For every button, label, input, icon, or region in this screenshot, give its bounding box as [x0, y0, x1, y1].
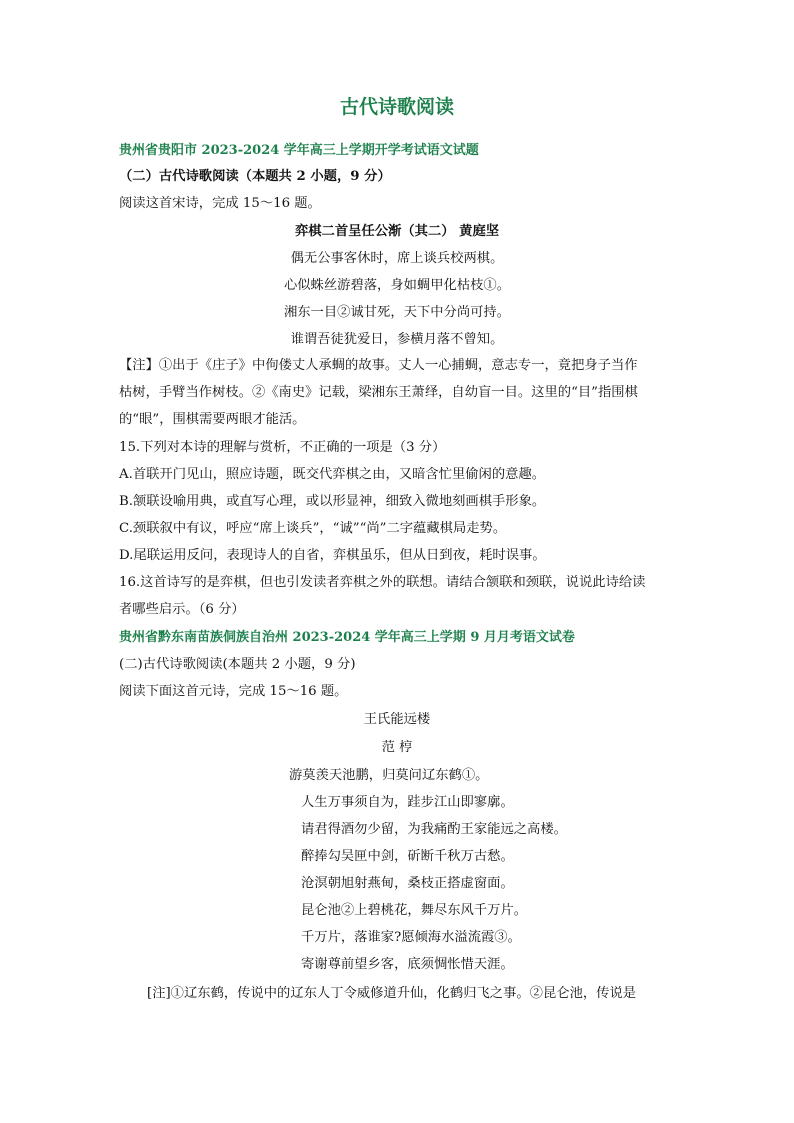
poem-line: 谁谓吾徒犹爱日，参横月落不曾知。: [290, 332, 504, 347]
poem-line: 游莫羡天池鹏，归莫问辽东鹤①。: [289, 768, 489, 783]
option-a: A.首联开门见山，照应诗题，既交代弈棋之由，又暗含忙里偷闲的意趣。: [119, 467, 546, 482]
poem-line: 人生万事须自为，跬步江山即寥廓。: [301, 795, 514, 810]
note-line-2: [注]①辽东鹤，传说中的辽东人丁令威修道升仙，化鹤归飞之事。②昆仑池，传说是: [147, 986, 637, 1001]
poem-author-2: 范 梈: [381, 740, 413, 755]
poem-line: 沧溟朝旭射燕甸，桑枝正搭虚窗面。: [301, 876, 514, 891]
poem-line: 偶无公事客休时，席上谈兵校两棋。: [290, 251, 504, 266]
poem-line: 湘东一目②诚甘死，天下中分尚可持。: [283, 305, 511, 320]
option-d: D.尾联运用反问，表现诗人的自省，弈棋虽乐，但从日到夜，耗时误事。: [119, 548, 546, 563]
exam-source-1: 贵州省贵阳市 2023-2024 学年高三上学期开学考试语文试题: [119, 143, 479, 158]
instruction-1: 阅读这首宋诗，完成 15～16 题。: [119, 196, 321, 211]
note-line: 枯树，手臂当作树枝。②《南史》记载，梁湘东王萧绎，自幼盲一目。这里的“目”指围棋: [119, 385, 638, 400]
page-title: 古代诗歌阅读: [339, 96, 454, 118]
note-line: 的“眼”，围棋需要两眼才能活。: [119, 412, 306, 427]
section-header-2: (二)古代诗歌阅读(本题共 2 小题，9 分): [119, 657, 356, 672]
note-line: 【注】①出于《庄子》中佝偻丈人承蜩的故事。丈人一心捕蜩，意志专一，竟把身子当作: [119, 358, 638, 373]
option-b: B.颔联设喻用典，或直写心理，或以形显神，细致入微地刻画棋手形象。: [119, 494, 546, 509]
option-c: C.颈联叙中有议，呼应“席上谈兵”，“诚”“尚”二字蕴藏棋局走势。: [119, 521, 507, 536]
question-16-line: 者哪些启示。（6 分）: [119, 602, 245, 617]
exam-source-2: 贵州省黔东南苗族侗族自治州 2023-2024 学年高三上学期 9 月月考语文试卷: [119, 630, 575, 645]
poem-line: 醉捧勾吴匣中剑，斫断千秋万古愁。: [301, 849, 514, 864]
poem-line: 昆仑池②上碧桃花，舞尽东风千万片。: [301, 903, 528, 918]
section-header-1: （二）古代诗歌阅读（本题共 2 小题，9 分）: [119, 169, 391, 184]
instruction-2: 阅读下面这首元诗，完成 15～16 题。: [119, 684, 348, 699]
question-15: 15.下列对本诗的理解与赏析，不正确的一项是（3 分）: [119, 440, 446, 455]
poem-line: 千万片，落谁家?愿倾海水溢流霞③。: [301, 930, 521, 945]
poem-line: 请君得酒勿少留，为我痛酌王家能远之高楼。: [301, 822, 567, 837]
poem-title-1: 弈棋二首呈任公渐（其二） 黄庭坚: [294, 224, 500, 239]
question-16-line: 16.这首诗写的是弈棋，但也引发读者弈棋之外的联想。请结合颔联和颈联，说说此诗给读: [119, 575, 646, 590]
poem-title-2: 王氏能远楼: [363, 712, 431, 727]
poem-line: 心似蛛丝游碧落，身如蜩甲化枯枝①。: [283, 278, 511, 293]
poem-line: 寄谢尊前望乡客，底须惆怅惜天涯。: [301, 957, 514, 972]
